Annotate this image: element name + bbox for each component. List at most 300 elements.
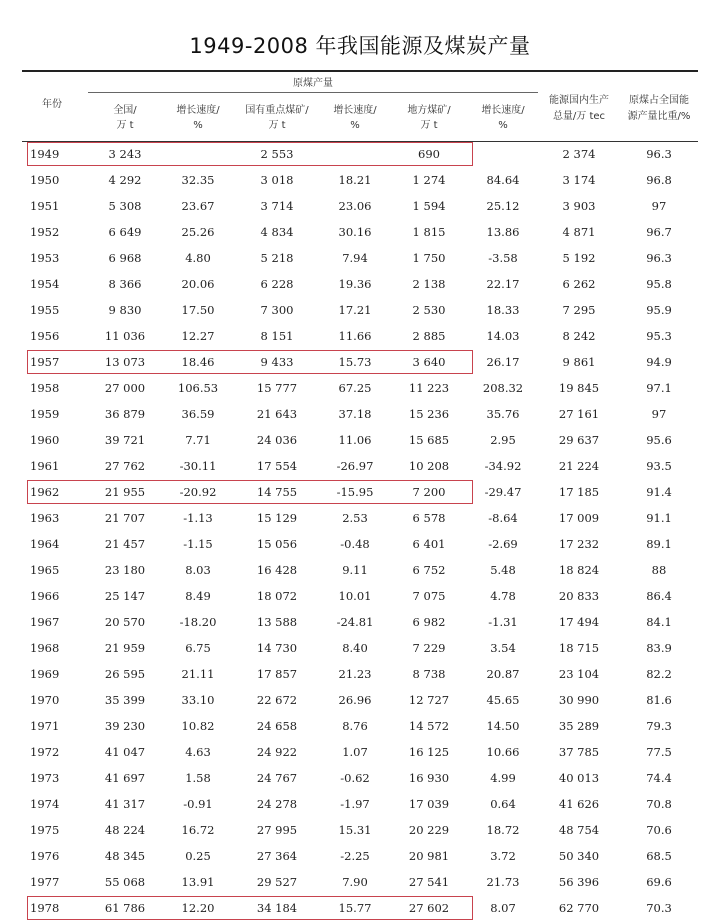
cell-growth2: 1.07 (342, 745, 368, 759)
cell-national: 13 073 (104, 355, 146, 369)
cell-year: 1973 (30, 771, 60, 785)
cell-year: 1950 (30, 173, 60, 187)
cell-growth3: 14.03 (486, 329, 520, 343)
cell-local-mines: 690 (418, 147, 440, 161)
table-row (22, 765, 698, 791)
cell-national: 36 879 (104, 407, 146, 421)
table-row (22, 167, 698, 193)
cell-national: 21 457 (104, 537, 146, 551)
cell-coal-share: 97 (651, 199, 667, 213)
cell-year: 1977 (30, 875, 60, 889)
cell-year: 1965 (30, 563, 60, 577)
table-row (22, 141, 698, 167)
cell-local-mines: 6 578 (412, 511, 446, 525)
cell-national: 21 959 (104, 641, 146, 655)
table-row (22, 895, 698, 921)
cell-growth1: 1.58 (185, 771, 211, 785)
cell-growth3: -3.58 (488, 251, 518, 265)
cell-energy-total: 8 242 (562, 329, 596, 343)
cell-growth2: 9.11 (342, 563, 368, 577)
cell-year: 1967 (30, 615, 60, 629)
table-row (22, 297, 698, 323)
cell-growth2: 15.73 (338, 355, 372, 369)
cell-coal-share: 69.6 (646, 875, 672, 889)
cell-energy-total: 30 990 (558, 693, 600, 707)
cell-growth1: 13.91 (181, 875, 215, 889)
table-row (22, 219, 698, 245)
cell-growth2: 11.06 (338, 433, 372, 447)
cell-energy-total: 7 295 (562, 303, 596, 317)
cell-state-mines: 15 129 (256, 511, 298, 525)
cell-national: 4 292 (108, 173, 142, 187)
cell-state-mines: 16 428 (256, 563, 298, 577)
cell-national: 8 366 (108, 277, 142, 291)
cell-energy-total: 4 871 (562, 225, 596, 239)
table-row (22, 869, 698, 895)
cell-growth3: -2.69 (488, 537, 518, 551)
table-row (22, 817, 698, 843)
table-row (22, 583, 698, 609)
cell-national: 5 308 (108, 199, 142, 213)
table-row (22, 193, 698, 219)
cell-growth1: 16.72 (181, 823, 215, 837)
cell-energy-total: 35 289 (558, 719, 600, 733)
cell-growth1: 18.46 (181, 355, 215, 369)
cell-growth3: 26.17 (486, 355, 520, 369)
cell-coal-share: 94.9 (646, 355, 672, 369)
cell-growth2: -24.81 (336, 615, 374, 629)
cell-growth1: 12.27 (181, 329, 215, 343)
cell-state-mines: 6 228 (260, 277, 294, 291)
cell-year: 1959 (30, 407, 60, 421)
cell-growth1: 25.26 (181, 225, 215, 239)
cell-growth3: 208.32 (482, 381, 524, 395)
cell-year: 1949 (30, 147, 60, 161)
cell-growth2: 7.94 (342, 251, 368, 265)
cell-year: 1951 (30, 199, 60, 213)
cell-national: 23 180 (104, 563, 146, 577)
cell-energy-total: 21 224 (558, 459, 600, 473)
cell-growth3: 3.72 (490, 849, 516, 863)
cell-state-mines: 9 433 (260, 355, 294, 369)
cell-coal-share: 70.6 (646, 823, 672, 837)
cell-growth1: -1.13 (183, 511, 213, 525)
table-row (22, 635, 698, 661)
cell-state-mines: 18 072 (256, 589, 298, 603)
table-row (22, 401, 698, 427)
cell-coal-share: 88 (651, 563, 667, 577)
cell-state-mines: 27 995 (256, 823, 298, 837)
cell-growth3: 20.87 (486, 667, 520, 681)
cell-local-mines: 6 401 (412, 537, 446, 551)
cell-coal-share: 93.5 (646, 459, 672, 473)
cell-local-mines: 27 541 (408, 875, 450, 889)
cell-growth3: 14.50 (486, 719, 520, 733)
cell-local-mines: 7 229 (412, 641, 446, 655)
cell-energy-total: 41 626 (558, 797, 600, 811)
table-row (22, 375, 698, 401)
cell-local-mines: 15 685 (408, 433, 450, 447)
cell-growth3: -8.64 (488, 511, 518, 525)
cell-state-mines: 24 922 (256, 745, 298, 759)
cell-energy-total: 17 232 (558, 537, 600, 551)
cell-coal-share: 77.5 (646, 745, 672, 759)
cell-growth1: -1.15 (183, 537, 213, 551)
cell-growth2: 8.40 (342, 641, 368, 655)
cell-local-mines: 10 208 (408, 459, 450, 473)
cell-growth2: 26.96 (338, 693, 372, 707)
cell-coal-share: 68.5 (646, 849, 672, 863)
cell-local-mines: 15 236 (408, 407, 450, 421)
table-row (22, 323, 698, 349)
cell-state-mines: 14 755 (256, 485, 298, 499)
cell-national: 21 707 (104, 511, 146, 525)
cell-energy-total: 56 396 (558, 875, 600, 889)
cell-growth3: 18.33 (486, 303, 520, 317)
cell-growth2: 67.25 (338, 381, 372, 395)
cell-growth3: 13.86 (486, 225, 520, 239)
cell-growth1: -30.11 (179, 459, 217, 473)
cell-energy-total: 18 824 (558, 563, 600, 577)
cell-local-mines: 7 200 (412, 485, 446, 499)
cell-growth2: 15.31 (338, 823, 372, 837)
cell-coal-share: 97.1 (646, 381, 672, 395)
cell-year: 1974 (30, 797, 60, 811)
cell-growth1: 106.53 (177, 381, 219, 395)
cell-year: 1963 (30, 511, 60, 525)
cell-year: 1966 (30, 589, 60, 603)
cell-growth2: 37.18 (338, 407, 372, 421)
table-row (22, 687, 698, 713)
cell-energy-total: 23 104 (558, 667, 600, 681)
cell-energy-total: 6 262 (562, 277, 596, 291)
cell-local-mines: 3 640 (412, 355, 446, 369)
coal-production-table (22, 141, 698, 921)
top-rule (22, 70, 698, 72)
cell-local-mines: 2 138 (412, 277, 446, 291)
cell-national: 41 047 (104, 745, 146, 759)
table-row (22, 427, 698, 453)
cell-energy-total: 17 009 (558, 511, 600, 525)
cell-growth3: -34.92 (484, 459, 522, 473)
cell-growth3: 84.64 (486, 173, 520, 187)
cell-year: 1957 (30, 355, 60, 369)
cell-growth2: 19.36 (338, 277, 372, 291)
cell-coal-share: 95.9 (646, 303, 672, 317)
cell-growth1: 8.03 (185, 563, 211, 577)
cell-year: 1976 (30, 849, 60, 863)
cell-growth2: 11.66 (338, 329, 372, 343)
cell-growth3: 2.95 (490, 433, 516, 447)
cell-state-mines: 17 554 (256, 459, 298, 473)
cell-growth1: 8.49 (185, 589, 211, 603)
cell-growth3: 4.78 (490, 589, 516, 603)
cell-growth3: 25.12 (486, 199, 520, 213)
cell-growth3: 5.48 (490, 563, 516, 577)
cell-growth2: -0.48 (340, 537, 370, 551)
cell-energy-total: 9 861 (562, 355, 596, 369)
cell-national: 26 595 (104, 667, 146, 681)
cell-year: 1971 (30, 719, 60, 733)
cell-coal-share: 97 (651, 407, 667, 421)
cell-coal-share: 79.3 (646, 719, 672, 733)
cell-state-mines: 3 018 (260, 173, 294, 187)
cell-coal-share: 70.3 (646, 901, 672, 915)
cell-energy-total: 20 833 (558, 589, 600, 603)
cell-growth3: -29.47 (484, 485, 522, 499)
cell-year: 1968 (30, 641, 60, 655)
cell-national: 35 399 (104, 693, 146, 707)
cell-growth3: 4.99 (490, 771, 516, 785)
table-row (22, 245, 698, 271)
cell-local-mines: 12 727 (408, 693, 450, 707)
cell-national: 9 830 (108, 303, 142, 317)
cell-local-mines: 11 223 (408, 381, 450, 395)
cell-energy-total: 62 770 (558, 901, 600, 915)
cell-state-mines: 15 777 (256, 381, 298, 395)
cell-coal-share: 81.6 (646, 693, 672, 707)
cell-year: 1962 (30, 485, 60, 499)
cell-state-mines: 24 036 (256, 433, 298, 447)
table-row (22, 479, 698, 505)
cell-national: 39 230 (104, 719, 146, 733)
cell-local-mines: 16 125 (408, 745, 450, 759)
cell-year: 1954 (30, 277, 60, 291)
cell-state-mines: 21 643 (256, 407, 298, 421)
table-row (22, 661, 698, 687)
table-row (22, 271, 698, 297)
cell-state-mines: 24 767 (256, 771, 298, 785)
cell-coal-share: 95.3 (646, 329, 672, 343)
cell-growth1: 36.59 (181, 407, 215, 421)
cell-growth1: 6.75 (185, 641, 211, 655)
cell-state-mines: 14 730 (256, 641, 298, 655)
cell-national: 48 345 (104, 849, 146, 863)
cell-growth2: 17.21 (338, 303, 372, 317)
cell-growth3: 0.64 (490, 797, 516, 811)
group-underline (88, 92, 538, 93)
cell-coal-share: 83.9 (646, 641, 672, 655)
cell-coal-share: 82.2 (646, 667, 672, 681)
cell-state-mines: 22 672 (256, 693, 298, 707)
cell-national: 6 968 (108, 251, 142, 265)
table-row (22, 713, 698, 739)
cell-growth2: -1.97 (340, 797, 370, 811)
cell-state-mines: 29 527 (256, 875, 298, 889)
cell-local-mines: 6 982 (412, 615, 446, 629)
cell-state-mines: 24 278 (256, 797, 298, 811)
cell-national: 21 955 (104, 485, 146, 499)
cell-local-mines: 16 930 (408, 771, 450, 785)
cell-national: 20 570 (104, 615, 146, 629)
cell-growth1: 7.71 (185, 433, 211, 447)
cell-growth1: 17.50 (181, 303, 215, 317)
cell-growth2: 15.77 (338, 901, 372, 915)
cell-national: 6 649 (108, 225, 142, 239)
cell-energy-total: 40 013 (558, 771, 600, 785)
cell-growth3: 45.65 (486, 693, 520, 707)
table-row (22, 609, 698, 635)
cell-year: 1964 (30, 537, 60, 551)
cell-local-mines: 17 039 (408, 797, 450, 811)
cell-state-mines: 7 300 (260, 303, 294, 317)
cell-growth2 (320, 141, 390, 167)
cell-coal-share: 95.6 (646, 433, 672, 447)
cell-year: 1961 (30, 459, 60, 473)
table-row (22, 453, 698, 479)
cell-coal-share: 70.8 (646, 797, 672, 811)
cell-growth1: 32.35 (181, 173, 215, 187)
cell-national: 27 000 (104, 381, 146, 395)
table-row (22, 791, 698, 817)
cell-local-mines: 2 885 (412, 329, 446, 343)
cell-growth3: 3.54 (490, 641, 516, 655)
cell-coal-share: 84.1 (646, 615, 672, 629)
cell-growth3: -1.31 (488, 615, 518, 629)
cell-growth1: 21.11 (181, 667, 215, 681)
cell-state-mines: 2 553 (260, 147, 294, 161)
cell-growth2: 10.01 (338, 589, 372, 603)
header-group-raw-coal: 原煤产量 (293, 78, 333, 89)
cell-coal-share: 89.1 (646, 537, 672, 551)
cell-energy-total: 48 754 (558, 823, 600, 837)
cell-local-mines: 20 229 (408, 823, 450, 837)
cell-growth1: 10.82 (181, 719, 215, 733)
cell-local-mines: 20 981 (408, 849, 450, 863)
cell-growth1: -0.91 (183, 797, 213, 811)
cell-energy-total: 37 785 (558, 745, 600, 759)
cell-state-mines: 24 658 (256, 719, 298, 733)
cell-growth2: -2.25 (340, 849, 370, 863)
cell-growth3: 22.17 (486, 277, 520, 291)
cell-state-mines: 17 857 (256, 667, 298, 681)
cell-energy-total: 27 161 (558, 407, 600, 421)
cell-growth1: 20.06 (181, 277, 215, 291)
cell-growth2: 7.90 (342, 875, 368, 889)
cell-energy-total: 19 845 (558, 381, 600, 395)
cell-energy-total: 50 340 (558, 849, 600, 863)
cell-year: 1970 (30, 693, 60, 707)
cell-state-mines: 27 364 (256, 849, 298, 863)
cell-year: 1956 (30, 329, 60, 343)
table-row (22, 843, 698, 869)
cell-growth3 (468, 141, 538, 167)
cell-growth3: 10.66 (486, 745, 520, 759)
cell-growth1: 12.20 (181, 901, 215, 915)
cell-local-mines: 6 752 (412, 563, 446, 577)
cell-local-mines: 1 274 (412, 173, 446, 187)
cell-local-mines: 27 602 (408, 901, 450, 915)
cell-year: 1969 (30, 667, 60, 681)
cell-growth3: 18.72 (486, 823, 520, 837)
cell-growth2: -15.95 (336, 485, 374, 499)
cell-coal-share: 96.3 (646, 251, 672, 265)
cell-year: 1978 (30, 901, 60, 915)
cell-coal-share: 91.4 (646, 485, 672, 499)
cell-national: 41 697 (104, 771, 146, 785)
cell-local-mines: 14 572 (408, 719, 450, 733)
cell-year: 1958 (30, 381, 60, 395)
cell-growth3: 21.73 (486, 875, 520, 889)
cell-energy-total: 18 715 (558, 641, 600, 655)
cell-local-mines: 8 738 (412, 667, 446, 681)
cell-growth2: 21.23 (338, 667, 372, 681)
cell-growth2: 30.16 (338, 225, 372, 239)
cell-growth2: -0.62 (340, 771, 370, 785)
cell-growth3: 8.07 (490, 901, 516, 915)
cell-state-mines: 5 218 (260, 251, 294, 265)
cell-growth1: -18.20 (179, 615, 217, 629)
cell-national: 3 243 (108, 147, 142, 161)
cell-national: 41 317 (104, 797, 146, 811)
cell-coal-share: 91.1 (646, 511, 672, 525)
cell-growth1: -20.92 (179, 485, 217, 499)
cell-local-mines: 2 530 (412, 303, 446, 317)
cell-national: 11 036 (104, 329, 146, 343)
cell-coal-share: 95.8 (646, 277, 672, 291)
cell-state-mines: 3 714 (260, 199, 294, 213)
table-title: 1949-2008 年我国能源及煤炭产量 (189, 34, 531, 58)
cell-local-mines: 1 815 (412, 225, 446, 239)
cell-energy-total: 3 174 (562, 173, 596, 187)
cell-state-mines: 34 184 (256, 901, 298, 915)
cell-growth1: 0.25 (185, 849, 211, 863)
cell-state-mines: 13 588 (256, 615, 298, 629)
cell-national: 27 762 (104, 459, 146, 473)
cell-year: 1955 (30, 303, 60, 317)
cell-growth2: 23.06 (338, 199, 372, 213)
header-year: 年份 (42, 99, 62, 110)
cell-growth2: 18.21 (338, 173, 372, 187)
table-row (22, 531, 698, 557)
cell-national: 25 147 (104, 589, 146, 603)
table-row (22, 349, 698, 375)
cell-local-mines: 1 594 (412, 199, 446, 213)
table-row (22, 739, 698, 765)
cell-national: 61 786 (104, 901, 146, 915)
cell-growth1: 4.80 (185, 251, 211, 265)
cell-energy-total: 2 374 (562, 147, 596, 161)
cell-year: 1952 (30, 225, 60, 239)
cell-national: 39 721 (104, 433, 146, 447)
cell-year: 1953 (30, 251, 60, 265)
cell-local-mines: 7 075 (412, 589, 446, 603)
cell-coal-share: 74.4 (646, 771, 672, 785)
cell-year: 1975 (30, 823, 60, 837)
cell-growth2: 2.53 (342, 511, 368, 525)
cell-coal-share: 96.8 (646, 173, 672, 187)
cell-growth2: 8.76 (342, 719, 368, 733)
cell-growth3: 35.76 (486, 407, 520, 421)
cell-energy-total: 3 903 (562, 199, 596, 213)
cell-coal-share: 86.4 (646, 589, 672, 603)
cell-growth2: -26.97 (336, 459, 374, 473)
table-row (22, 505, 698, 531)
cell-year: 1960 (30, 433, 60, 447)
cell-coal-share: 96.3 (646, 147, 672, 161)
cell-energy-total: 29 637 (558, 433, 600, 447)
cell-growth1 (162, 141, 234, 167)
cell-national: 48 224 (104, 823, 146, 837)
cell-energy-total: 5 192 (562, 251, 596, 265)
cell-coal-share: 96.7 (646, 225, 672, 239)
cell-national: 55 068 (104, 875, 146, 889)
table-row (22, 557, 698, 583)
cell-local-mines: 1 750 (412, 251, 446, 265)
cell-growth1: 33.10 (181, 693, 215, 707)
cell-year: 1972 (30, 745, 60, 759)
cell-energy-total: 17 494 (558, 615, 600, 629)
